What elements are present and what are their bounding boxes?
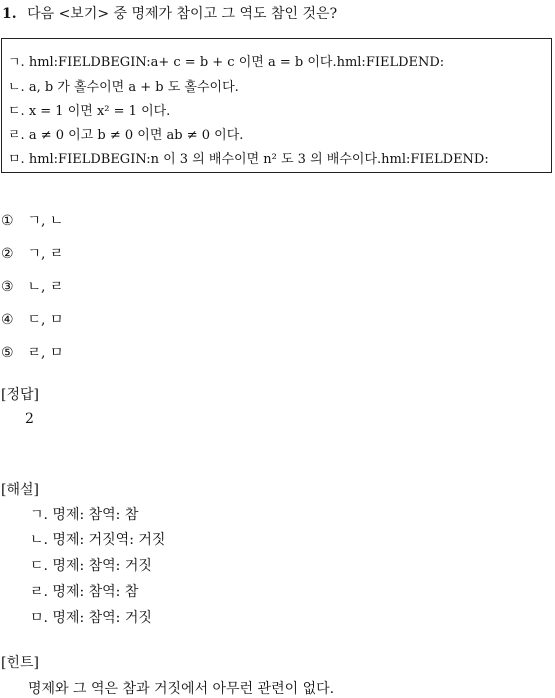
bogi-item: ㄱ. hml:FIELDBEGIN:a+ c = b + c 이면 a = b 이다.hml:FIELDEND: [8, 55, 445, 70]
question-text: 다음 <보기> 중 명제가 참이고 그 역도 참인 것은? [27, 6, 338, 22]
answer-label: [정답] [1, 387, 39, 403]
hint-label: [힌트] [1, 655, 39, 671]
bogi-box [1, 38, 552, 173]
bogi-item: ㄷ. x = 1 이면 x² = 1 이다. [8, 104, 171, 119]
question-number: 1. [2, 6, 17, 22]
bogi-item: ㄴ. a, b 가 홀수이면 a + b 도 홀수이다. [8, 80, 239, 95]
choice-1[interactable] [1, 210, 63, 230]
choice-marker: ④ [1, 312, 14, 328]
choice-text: ㄹ, ㅁ [27, 345, 64, 361]
choice-5[interactable] [1, 342, 63, 362]
hint-text: 명제와 그 역은 참과 거짓에서 아무런 관련이 없다. [28, 681, 335, 697]
choice-4[interactable] [1, 309, 63, 329]
bogi-item: ㄹ. a ≠ 0 이고 b ≠ 0 이면 ab ≠ 0 이다. [8, 128, 244, 143]
answer-value: 2 [25, 411, 34, 427]
explanation-item: ㄴ. 명제: 거짓역: 거짓 [30, 532, 166, 548]
explanation-label: [해설] [1, 482, 39, 498]
explanation-item: ㅁ. 명제: 참역: 거짓 [30, 610, 152, 626]
choice-text: ㄷ, ㅁ [27, 312, 64, 328]
question-line [2, 3, 337, 23]
choice-2[interactable] [1, 243, 63, 263]
explanation-item: ㄱ. 명제: 참역: 참 [30, 507, 139, 523]
choice-text: ㄱ, ㄹ [27, 246, 64, 262]
choice-marker: ③ [1, 279, 14, 295]
bogi-item: ㅁ. hml:FIELDBEGIN:n 이 3 의 배수이면 n² 도 3 의 배수이다.hml:FIELDEND: [8, 152, 489, 167]
choice-text: ㄱ, ㄴ [27, 213, 64, 229]
choice-text: ㄴ, ㄹ [27, 279, 64, 295]
choice-marker: ① [1, 213, 14, 229]
choice-marker: ⑤ [1, 345, 14, 361]
explanation-item: ㄹ. 명제: 참역: 참 [30, 584, 139, 600]
explanation-item: ㄷ. 명제: 참역: 거짓 [30, 558, 152, 574]
choice-marker: ② [1, 246, 14, 262]
choice-3[interactable] [1, 276, 63, 296]
